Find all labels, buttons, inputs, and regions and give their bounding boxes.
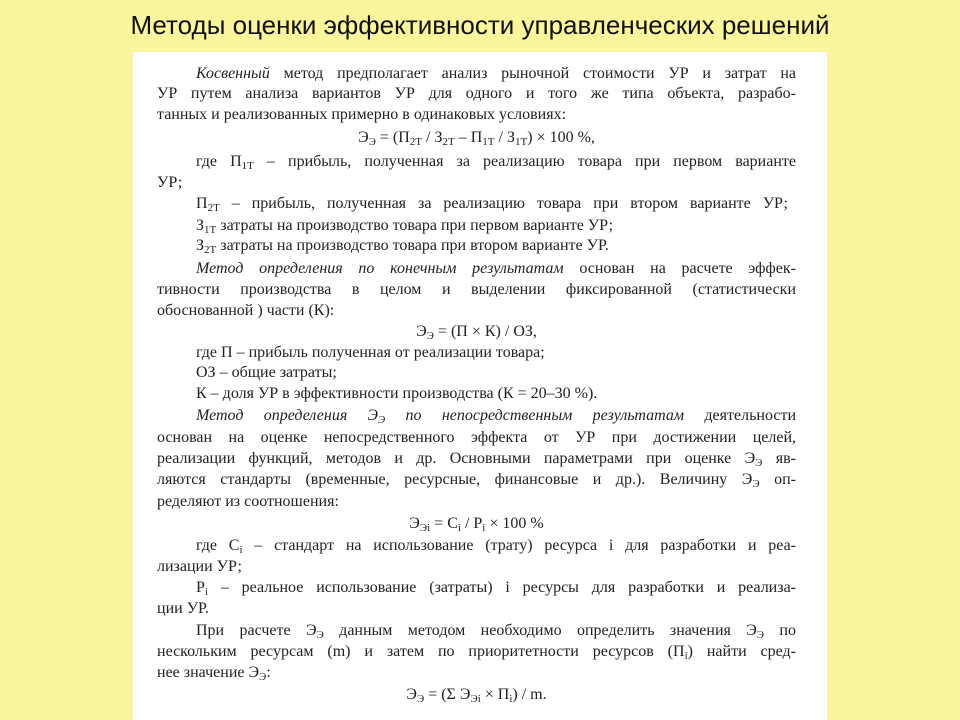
text-line <box>157 599 209 619</box>
text-run: ) найти сред- <box>687 643 796 660</box>
text-run: – прибыль, полученная за реализацию товара при первом варианте <box>253 153 797 170</box>
text-run: ОЗ – общие затраты; <box>196 364 337 381</box>
subscript: Э <box>752 478 760 490</box>
text-run: При расчете Э <box>196 622 317 639</box>
text-run: УР путем анализа вариантов УР для одного и того же типа объекта, разрабо- <box>157 85 796 102</box>
text-line <box>157 492 339 512</box>
text-line <box>157 105 566 125</box>
text-run: / З <box>422 129 443 146</box>
text-line <box>196 259 796 279</box>
text-line <box>196 216 613 236</box>
subscript: 2Т <box>442 136 455 148</box>
text-run: Э <box>406 686 417 703</box>
text-run: ции УР. <box>157 600 209 617</box>
text-run: = (Σ Э <box>424 686 471 703</box>
text-line <box>157 301 334 321</box>
subscript: 1Т <box>515 136 528 148</box>
text-run: оп- <box>759 471 797 488</box>
subscript: i <box>457 522 461 534</box>
text-run: УР; <box>157 174 183 191</box>
text-run: по <box>764 622 796 639</box>
subscript: Э <box>416 693 425 705</box>
subscript: 2Т <box>409 136 423 148</box>
text-run: / З <box>494 129 515 146</box>
text-line <box>196 578 796 598</box>
text-run: нескольким ресурсам (m) и затем по приоритетности ресурсов (П <box>157 643 685 660</box>
text-run: затраты на производство товара при первом варианте УР; <box>216 217 614 234</box>
text-run: где С <box>196 537 240 554</box>
slide-title: Методы оценки эффективности управленческих решений <box>130 10 830 40</box>
text-run: ) / m. <box>512 686 547 703</box>
text-line <box>157 173 182 193</box>
subscript: Эi <box>419 522 431 534</box>
text-line <box>157 470 796 490</box>
subscript: i <box>509 693 513 705</box>
text-line <box>157 557 242 577</box>
text-line <box>196 621 796 641</box>
subscript: Э <box>756 629 765 641</box>
text-run: = (П × К) / ОЗ, <box>433 323 537 340</box>
subscript: 1Т <box>241 160 254 172</box>
text-run: × 100 % <box>485 515 544 532</box>
text-run: : <box>266 664 271 681</box>
formula-line <box>157 322 796 342</box>
text-run: основан на расчете эффек- <box>563 260 796 277</box>
text-line <box>196 343 545 363</box>
subscript: i <box>684 650 688 662</box>
formula-line <box>157 128 796 148</box>
text-run: затраты на производство товара при втором варианте УР. <box>216 237 609 254</box>
text-run: – П <box>454 129 483 146</box>
subscript: 1Т <box>482 136 495 148</box>
text-line <box>196 152 796 172</box>
text-run: Э <box>358 129 369 146</box>
text-line <box>196 406 796 426</box>
text-run: З <box>196 237 205 254</box>
subscript: Э <box>368 136 376 148</box>
text-run: ределяют из соотношения: <box>157 493 339 510</box>
text-run: П <box>196 195 208 212</box>
text-run: Р <box>196 579 205 596</box>
text-run: = C <box>430 515 458 532</box>
text-run: где П <box>196 153 242 170</box>
text-run: ) × 100 %, <box>527 129 595 146</box>
text-run: основан на оценке непосредственного эффекта от УР при достижении целей, <box>157 429 796 446</box>
text-run: З <box>196 217 205 234</box>
text-line <box>157 663 271 683</box>
subscript: Э <box>378 414 386 426</box>
text-run: ляются стандарты (временные, ресурсные, финансовые и др.). Величину Э <box>157 471 753 488</box>
text-run: Метод определения по конечным результатам <box>196 260 564 277</box>
text-run: по непосредственным результатам <box>385 407 685 424</box>
text-line <box>196 194 788 214</box>
text-line <box>196 363 337 383</box>
subscript: Э <box>259 671 267 683</box>
text-run: = (П <box>375 129 410 146</box>
subscript: i <box>482 522 486 534</box>
text-run: Э <box>416 323 427 340</box>
text-run: метод предполагает анализ рыночной стоимости УР и затрат на <box>269 65 796 82</box>
text-run: / P <box>460 515 483 532</box>
text-line <box>196 536 796 556</box>
text-line <box>196 64 796 84</box>
subscript: i <box>239 544 243 556</box>
text-run: яв- <box>762 450 797 467</box>
text-run: где П – прибыль полученная от реализации товара; <box>196 344 545 361</box>
subscript: Э <box>426 330 434 342</box>
text-line <box>157 428 796 448</box>
subscript: Эi <box>470 693 481 705</box>
text-run: тивности производства в целом и выделении фиксированной (статистически <box>157 281 796 298</box>
text-run: обоснованной ) части (К): <box>157 302 335 319</box>
text-run: данным методом необходимо определить значения Э <box>323 622 757 639</box>
formula-line <box>157 685 796 705</box>
text-run: Метод определения Э <box>196 407 379 424</box>
text-run: Косвенный <box>196 65 270 82</box>
subscript: 2Т <box>204 244 217 256</box>
text-line <box>157 84 796 104</box>
text-run: – прибыль, полученная за реализацию товара при втором варианте УР; <box>219 195 788 212</box>
text-run: – стандарт на использование (трату) ресурса i для разработки и реа- <box>242 537 797 554</box>
text-run: реализации функций, методов и др. Основными параметрами при оценке Э <box>157 450 756 467</box>
subscript: Э <box>755 457 763 469</box>
formula-line <box>157 514 796 534</box>
text-run: нее значение Э <box>157 664 260 681</box>
text-line <box>157 280 796 300</box>
subscript: 2Т <box>207 202 220 214</box>
text-run: – реальное использование (затраты) i ресурсы для разработки и реализа- <box>207 579 796 596</box>
text-run: танных и реализованных примерно в одинаковых условиях: <box>157 106 567 123</box>
text-run: лизации УР; <box>157 558 242 575</box>
text-line <box>196 384 597 404</box>
text-run: деятельности <box>684 407 797 424</box>
text-line <box>157 642 796 662</box>
subscript: i <box>204 586 208 598</box>
text-run: К – доля УР в эффективности производства (К = 20–30 %). <box>196 385 598 402</box>
text-run: Э <box>409 515 420 532</box>
text-line <box>196 236 609 256</box>
subscript: 1Т <box>204 224 217 236</box>
text-line <box>157 449 796 469</box>
document-page <box>133 52 827 720</box>
subscript: Э <box>316 629 324 641</box>
text-run: × П <box>480 686 510 703</box>
